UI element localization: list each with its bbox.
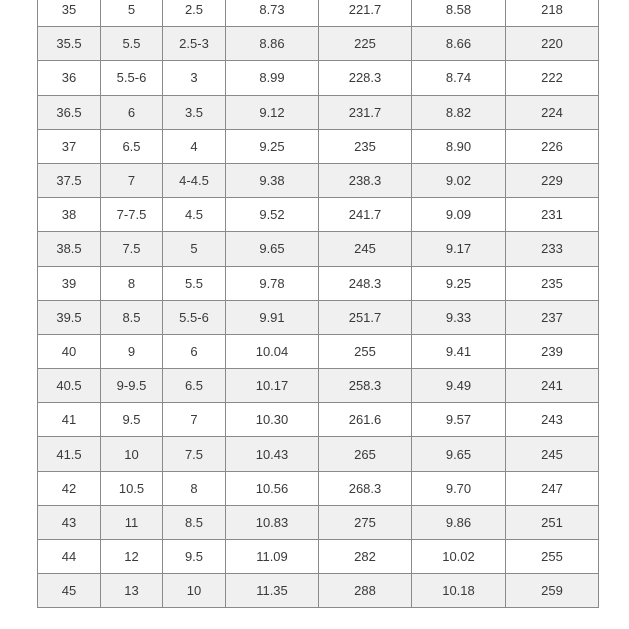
table-cell: 10.43 [226,437,319,471]
table-cell: 221.7 [319,0,412,27]
table-cell: 10.17 [226,369,319,403]
table-cell: 9.65 [412,437,506,471]
table-cell: 6 [101,95,163,129]
table-cell: 8 [163,471,226,505]
table-cell: 7.5 [101,232,163,266]
table-cell: 9.38 [226,163,319,197]
table-cell: 2.5-3 [163,27,226,61]
table-row [38,334,599,368]
table-cell: 9.17 [412,232,506,266]
table-cell: 218 [506,0,599,27]
table-cell: 9.52 [226,198,319,232]
table-cell: 12 [101,540,163,574]
table-row [38,129,599,163]
table-cell: 241 [506,369,599,403]
table-cell: 10.02 [412,540,506,574]
table-cell: 8.74 [412,61,506,95]
table-cell: 43 [38,505,101,539]
table-cell: 35.5 [38,27,101,61]
table-row [38,505,599,539]
table-cell: 7-7.5 [101,198,163,232]
table-cell: 248.3 [319,266,412,300]
table-cell: 233 [506,232,599,266]
table-row [38,300,599,334]
table-cell: 9.91 [226,300,319,334]
table-row [38,369,599,403]
table-cell: 8.5 [101,300,163,334]
table-cell: 10.04 [226,334,319,368]
table-cell: 220 [506,27,599,61]
table-cell: 10.18 [412,574,506,608]
table-cell: 10.83 [226,505,319,539]
table-cell: 5.5-6 [163,300,226,334]
table-cell: 255 [319,334,412,368]
table-cell: 288 [319,574,412,608]
table-row [38,574,599,608]
table-cell: 9.5 [101,403,163,437]
table-cell: 255 [506,540,599,574]
table-row [38,61,599,95]
table-cell: 9.65 [226,232,319,266]
table-cell: 3 [163,61,226,95]
table-cell: 7 [101,163,163,197]
table-cell: 8.58 [412,0,506,27]
table-cell: 9.57 [412,403,506,437]
table-cell: 8.5 [163,505,226,539]
table-cell: 5.5 [101,27,163,61]
table-cell: 7.5 [163,437,226,471]
table-cell: 8 [101,266,163,300]
table-cell: 10 [163,574,226,608]
table-cell: 45 [38,574,101,608]
table-cell: 39 [38,266,101,300]
table-row [38,540,599,574]
table-cell: 5 [163,232,226,266]
table-cell: 9.49 [412,369,506,403]
table-cell: 238.3 [319,163,412,197]
table-cell: 11.35 [226,574,319,608]
table-cell: 6.5 [163,369,226,403]
table-cell: 5.5-6 [101,61,163,95]
table-cell: 7 [163,403,226,437]
table-cell: 239 [506,334,599,368]
table-cell: 41.5 [38,437,101,471]
table-cell: 8.86 [226,27,319,61]
table-cell: 231 [506,198,599,232]
table-cell: 11.09 [226,540,319,574]
table-cell: 245 [506,437,599,471]
table-cell: 39.5 [38,300,101,334]
table-cell: 3.5 [163,95,226,129]
table-cell: 245 [319,232,412,266]
table-cell: 231.7 [319,95,412,129]
table-cell: 247 [506,471,599,505]
table-cell: 8.90 [412,129,506,163]
table-cell: 8.73 [226,0,319,27]
table-cell: 10.30 [226,403,319,437]
table-cell: 4-4.5 [163,163,226,197]
table-cell: 259 [506,574,599,608]
table-row [38,0,599,27]
table-cell: 237 [506,300,599,334]
table-row [38,27,599,61]
table-cell: 11 [101,505,163,539]
table-cell: 251 [506,505,599,539]
table-row [38,163,599,197]
table-cell: 9.5 [163,540,226,574]
table-cell: 9.33 [412,300,506,334]
table-cell: 8.99 [226,61,319,95]
table-cell: 9.78 [226,266,319,300]
table-cell: 224 [506,95,599,129]
table-cell: 9-9.5 [101,369,163,403]
table-row [38,232,599,266]
table-cell: 9 [101,334,163,368]
table-row [38,266,599,300]
table-cell: 9.25 [412,266,506,300]
table-cell: 10.56 [226,471,319,505]
table-cell: 40 [38,334,101,368]
table-cell: 235 [506,266,599,300]
table-cell: 36 [38,61,101,95]
table-cell: 222 [506,61,599,95]
table-cell: 243 [506,403,599,437]
table-cell: 35 [38,0,101,27]
table-cell: 251.7 [319,300,412,334]
table-cell: 6.5 [101,129,163,163]
table-row [38,471,599,505]
table-cell: 9.25 [226,129,319,163]
table-cell: 9.70 [412,471,506,505]
table-cell: 268.3 [319,471,412,505]
table-cell: 38.5 [38,232,101,266]
table-cell: 10 [101,437,163,471]
table-cell: 44 [38,540,101,574]
table-cell: 13 [101,574,163,608]
table-cell: 265 [319,437,412,471]
table-cell: 5.5 [163,266,226,300]
table-cell: 37 [38,129,101,163]
table-cell: 225 [319,27,412,61]
table-row [38,198,599,232]
table-cell: 4.5 [163,198,226,232]
table-cell: 8.82 [412,95,506,129]
table-row [38,95,599,129]
table-cell: 2.5 [163,0,226,27]
table-cell: 42 [38,471,101,505]
table-cell: 275 [319,505,412,539]
table-cell: 229 [506,163,599,197]
table-cell: 10.5 [101,471,163,505]
table-cell: 235 [319,129,412,163]
table-cell: 9.02 [412,163,506,197]
table-cell: 5 [101,0,163,27]
table-row [38,403,599,437]
table-cell: 258.3 [319,369,412,403]
table-cell: 40.5 [38,369,101,403]
table-cell: 9.86 [412,505,506,539]
table-cell: 38 [38,198,101,232]
table-cell: 36.5 [38,95,101,129]
table-cell: 9.12 [226,95,319,129]
table-row [38,437,599,471]
table-cell: 9.09 [412,198,506,232]
table-cell: 41 [38,403,101,437]
table-cell: 6 [163,334,226,368]
table-cell: 282 [319,540,412,574]
size-chart-table [37,0,599,608]
table-cell: 37.5 [38,163,101,197]
table-cell: 241.7 [319,198,412,232]
table-cell: 226 [506,129,599,163]
table-cell: 9.41 [412,334,506,368]
table-cell: 8.66 [412,27,506,61]
table-cell: 4 [163,129,226,163]
table-cell: 228.3 [319,61,412,95]
table-cell: 261.6 [319,403,412,437]
